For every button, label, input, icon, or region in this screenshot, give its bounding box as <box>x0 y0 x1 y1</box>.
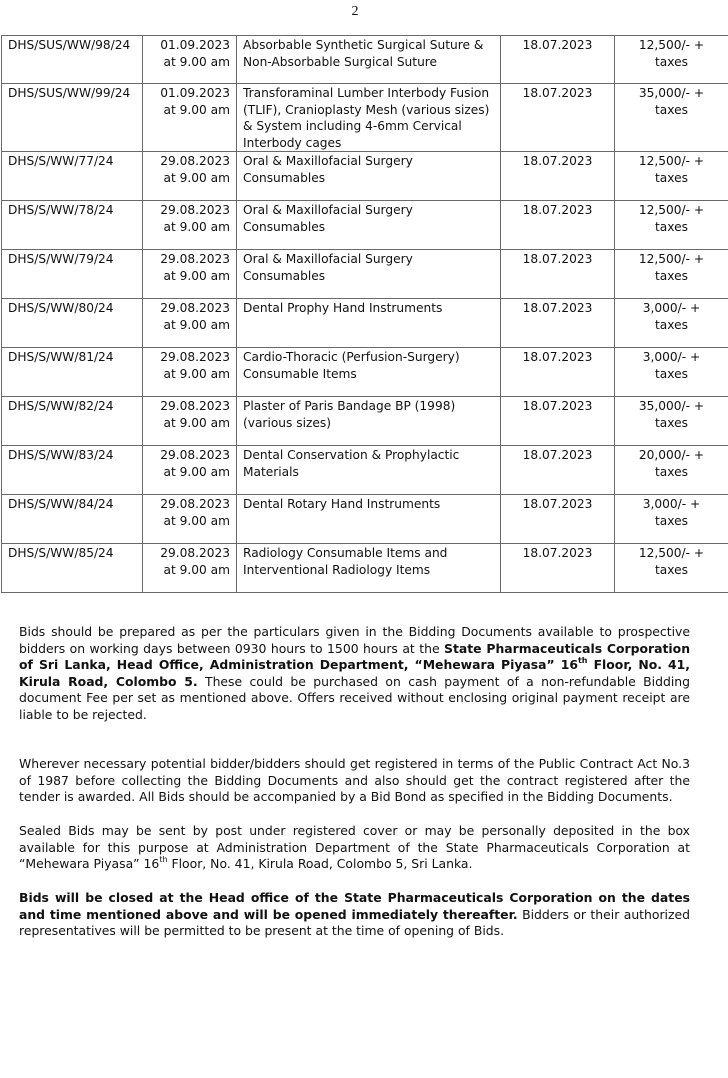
fee-amount: 20,000/- + <box>638 448 705 462</box>
description-cell <box>237 446 501 495</box>
closing-time: at 9.00 am <box>163 54 230 69</box>
ref-cell <box>2 152 143 201</box>
item-description: Dental Rotary Hand Instruments <box>243 497 441 511</box>
closing-cell <box>143 348 237 397</box>
item-description: Cardio-Thoracic (Perfusion-Surgery) Consumable Items <box>243 350 460 381</box>
ref-cell <box>2 201 143 250</box>
issue-date-cell <box>501 250 615 299</box>
ref-cell <box>2 299 143 348</box>
paragraph-closing <box>19 890 690 940</box>
item-description: Oral & Maxillofacial Surgery Consumables <box>243 154 413 185</box>
issue-date-cell <box>501 84 615 152</box>
tender-ref: DHS/S/WW/80/24 <box>8 301 114 315</box>
table-row <box>2 446 728 495</box>
closing-time: at 9.00 am <box>163 513 230 528</box>
closing-cell <box>143 299 237 348</box>
item-description: Absorbable Synthetic Surgical Suture & Non-Absorbable Surgical Suture <box>243 38 484 69</box>
fee-cell <box>615 250 728 299</box>
issue-date-cell <box>501 495 615 544</box>
fee-note: taxes <box>655 415 688 430</box>
table-row <box>2 397 728 446</box>
issue-date-cell <box>501 36 615 84</box>
page-number: 2 <box>351 4 359 19</box>
closing-date: 29.08.2023 <box>160 154 230 168</box>
fee-amount: 12,500/- + <box>638 203 705 217</box>
fee-cell <box>615 36 728 84</box>
ref-cell <box>2 250 143 299</box>
fee-cell <box>615 446 728 495</box>
ref-cell <box>2 495 143 544</box>
closing-cell <box>143 152 237 201</box>
description-cell <box>237 152 501 201</box>
fee-amount: 12,500/- + <box>638 38 705 52</box>
tender-ref: DHS/S/WW/83/24 <box>8 448 114 462</box>
fee-note: taxes <box>655 268 688 283</box>
fee-amount: 12,500/- + <box>638 252 705 266</box>
closing-date: 29.08.2023 <box>160 497 230 511</box>
closing-cell <box>143 84 237 152</box>
paragraph-bidding-documents <box>19 624 690 723</box>
issue-date: 18.07.2023 <box>522 154 593 168</box>
fee-amount: 12,500/- + <box>638 546 705 560</box>
description-cell <box>237 250 501 299</box>
issue-date: 18.07.2023 <box>522 38 593 52</box>
fee-cell <box>615 152 728 201</box>
description-cell <box>237 299 501 348</box>
p3-text-b: Floor, No. 41, Kirula Road, Colombo 5, Sri Lanka. <box>167 856 473 871</box>
p3-text-a: Sealed Bids may be sent by post under registered cover or may be personally deposited in the box available for this purpose at Administration Department of the State Pharmaceuticals Corporation at “Mehewara Piyasa” 16 <box>19 823 690 871</box>
table-row <box>2 348 728 397</box>
fee-cell <box>615 348 728 397</box>
issue-date: 18.07.2023 <box>522 203 593 217</box>
table-row <box>2 152 728 201</box>
issue-date: 18.07.2023 <box>522 399 593 413</box>
fee-cell <box>615 495 728 544</box>
issue-date-cell <box>501 152 615 201</box>
closing-time: at 9.00 am <box>163 562 230 577</box>
p4-bold: Bids will be closed at the Head office of the State Pharmaceuticals Corporation on the dates and time mentioned above and will be opened immediately thereafter. <box>19 890 690 922</box>
closing-time: at 9.00 am <box>163 464 230 479</box>
closing-date: 01.09.2023 <box>160 38 230 52</box>
fee-amount: 12,500/- + <box>638 154 705 168</box>
tender-ref: DHS/S/WW/77/24 <box>8 154 114 168</box>
ref-cell <box>2 397 143 446</box>
issue-date-cell <box>501 397 615 446</box>
table-row <box>2 299 728 348</box>
fee-cell <box>615 201 728 250</box>
closing-time: at 9.00 am <box>163 317 230 332</box>
item-description: Dental Conservation & Prophylactic Materials <box>243 448 460 479</box>
p4-rest: Bidders or their authorized representatives will be permitted to be present at the time of opening of Bids. <box>19 906 690 938</box>
item-description: Plaster of Paris Bandage BP (1998) (various sizes) <box>243 399 456 430</box>
issue-date-cell <box>501 544 615 593</box>
ref-cell <box>2 348 143 397</box>
fee-note: taxes <box>655 317 688 332</box>
paragraph-sealed-bids <box>19 823 690 873</box>
description-cell <box>237 495 501 544</box>
closing-time: at 9.00 am <box>163 170 230 185</box>
issue-date: 18.07.2023 <box>522 301 593 315</box>
fee-cell <box>615 84 728 152</box>
description-cell <box>237 84 501 152</box>
tender-ref: DHS/S/WW/85/24 <box>8 546 114 560</box>
issue-date-cell <box>501 299 615 348</box>
table-row <box>2 544 728 593</box>
issue-date: 18.07.2023 <box>522 252 593 266</box>
fee-note: taxes <box>655 464 688 479</box>
closing-cell <box>143 397 237 446</box>
tender-ref: DHS/S/WW/79/24 <box>8 252 114 266</box>
issue-date-cell <box>501 201 615 250</box>
table-row <box>2 495 728 544</box>
description-cell <box>237 36 501 84</box>
fee-amount: 3,000/- + <box>642 497 701 511</box>
issue-date-cell <box>501 348 615 397</box>
ref-cell <box>2 544 143 593</box>
tender-ref: DHS/SUS/WW/99/24 <box>8 86 131 100</box>
p1-address-bold-end: Floor, No. 41, Kirula Road, Colombo 5. <box>19 657 691 689</box>
closing-time: at 9.00 am <box>163 219 230 234</box>
description-cell <box>237 348 501 397</box>
tender-table <box>1 35 728 593</box>
fee-note: taxes <box>655 366 688 381</box>
closing-time: at 9.00 am <box>163 415 230 430</box>
closing-date: 29.08.2023 <box>160 301 230 315</box>
closing-time: at 9.00 am <box>163 102 230 117</box>
closing-date: 29.08.2023 <box>160 546 230 560</box>
fee-amount: 3,000/- + <box>642 350 701 364</box>
closing-cell <box>143 446 237 495</box>
issue-date: 18.07.2023 <box>522 497 593 511</box>
issue-date: 18.07.2023 <box>522 350 593 364</box>
closing-cell <box>143 201 237 250</box>
fee-note: taxes <box>655 170 688 185</box>
item-description: Radiology Consumable Items and Interventional Radiology Items <box>243 546 448 577</box>
tender-ref: DHS/S/WW/81/24 <box>8 350 114 364</box>
fee-cell <box>615 299 728 348</box>
closing-cell <box>143 250 237 299</box>
description-cell <box>237 544 501 593</box>
p1-superscript: th <box>577 656 588 665</box>
table-row <box>2 84 728 152</box>
closing-cell <box>143 544 237 593</box>
closing-date: 29.08.2023 <box>160 350 230 364</box>
ref-cell <box>2 36 143 84</box>
fee-note: taxes <box>655 562 688 577</box>
table-row <box>2 250 728 299</box>
closing-date: 29.08.2023 <box>160 203 230 217</box>
paragraph-registration: Wherever necessary potential bidder/bidders should get registered in terms of the Public Contract Act No.3 of 1987 before collecting the Bidding Documents and also should get the contract registered after the tender is awarded. All Bids should be accompanied by a Bid Bond as specified in the Bidding Documents. <box>19 756 690 804</box>
description-cell <box>237 397 501 446</box>
ref-cell <box>2 84 143 152</box>
issue-date: 18.07.2023 <box>522 546 593 560</box>
closing-time: at 9.00 am <box>163 366 230 381</box>
closing-time: at 9.00 am <box>163 268 230 283</box>
tender-ref: DHS/S/WW/84/24 <box>8 497 114 511</box>
closing-date: 29.08.2023 <box>160 252 230 266</box>
p3-superscript: th <box>159 855 168 864</box>
item-description: Oral & Maxillofacial Surgery Consumables <box>243 203 413 234</box>
closing-date: 29.08.2023 <box>160 448 230 462</box>
fee-note: taxes <box>655 513 688 528</box>
fee-note: taxes <box>655 54 688 69</box>
item-description: Dental Prophy Hand Instruments <box>243 301 443 315</box>
ref-cell <box>2 446 143 495</box>
p1-text-d: These could be purchased on cash payment of a non-refundable Bidding document Fee per set as mentioned above. Offers received without enclosing original payment receipt are liable to be rejected. <box>19 673 691 722</box>
table-row <box>2 201 728 250</box>
issue-date: 18.07.2023 <box>522 448 593 462</box>
fee-note: taxes <box>655 219 688 234</box>
issue-date: 18.07.2023 <box>522 86 593 100</box>
fee-amount: 35,000/- + <box>638 86 705 100</box>
closing-date: 01.09.2023 <box>160 86 230 100</box>
description-cell <box>237 201 501 250</box>
issue-date-cell <box>501 446 615 495</box>
closing-cell <box>143 36 237 84</box>
fee-amount: 3,000/- + <box>642 301 701 315</box>
table-row <box>2 36 728 84</box>
tender-ref: DHS/SUS/WW/98/24 <box>8 38 131 52</box>
item-description: Oral & Maxillofacial Surgery Consumables <box>243 252 413 283</box>
tender-ref: DHS/S/WW/82/24 <box>8 399 114 413</box>
closing-cell <box>143 495 237 544</box>
fee-note: taxes <box>655 102 688 117</box>
tender-ref: DHS/S/WW/78/24 <box>8 203 114 217</box>
fee-cell <box>615 397 728 446</box>
p1-text-a: Bids should be prepared as per the particulars given in the Bidding Documents available to prospective bidders on working days between 0930 hours to 1500 hours at the <box>19 624 690 656</box>
fee-amount: 35,000/- + <box>638 399 705 413</box>
closing-date: 29.08.2023 <box>160 399 230 413</box>
p1-address-bold: State Pharmaceuticals Corporation of Sri Lanka, Head Office, Administration Department, “Mehewara Piyasa” 16 <box>19 640 691 672</box>
fee-cell <box>615 544 728 593</box>
item-description: Transforaminal Lumber Interbody Fusion (TLIF), Cranioplasty Mesh (various sizes) & System including 4-6mm Cervical Interbody cages <box>243 86 490 150</box>
